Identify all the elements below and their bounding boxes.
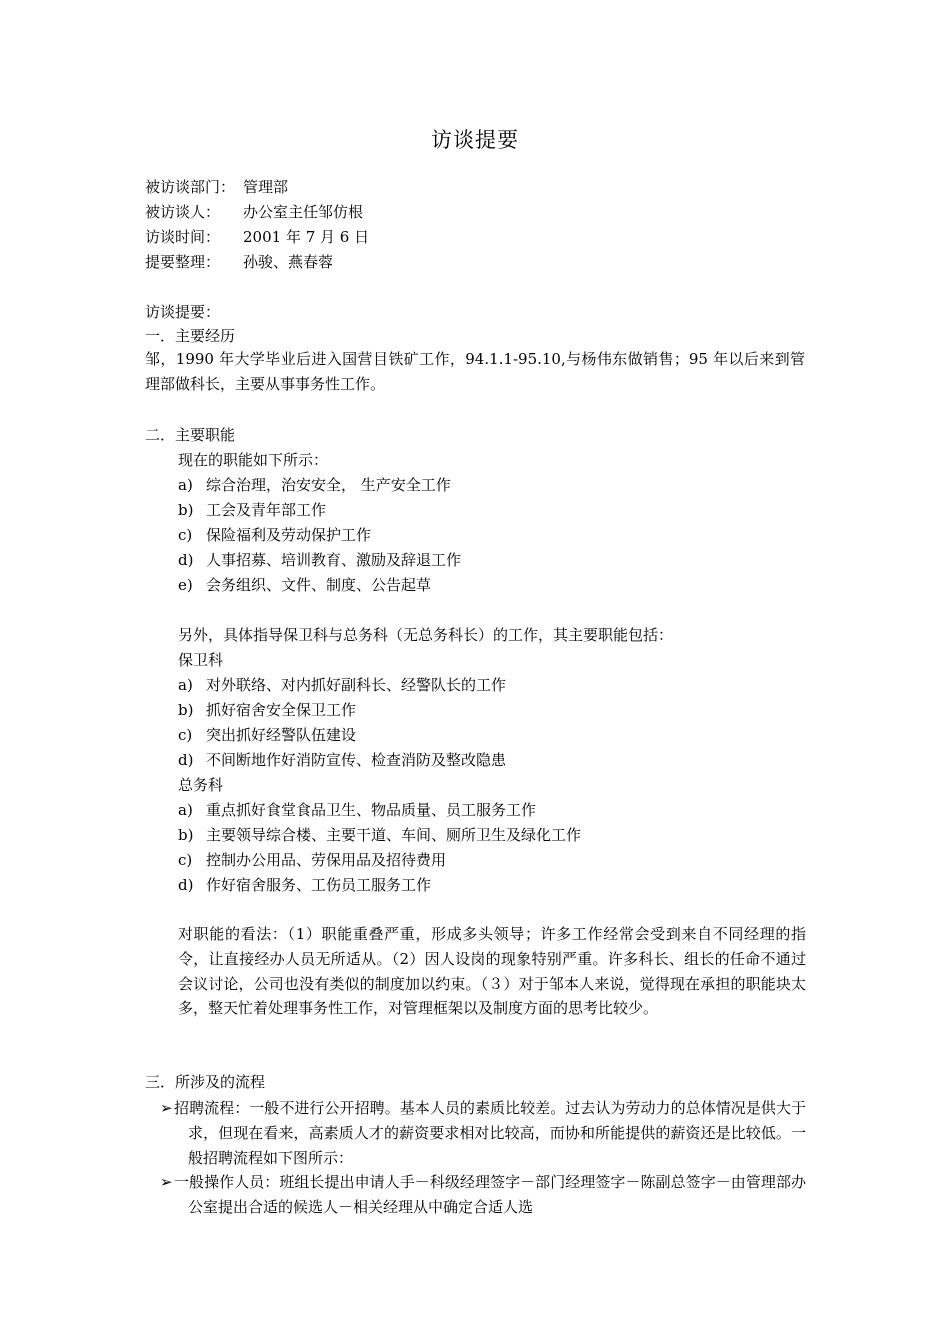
security-heading: 保卫科 (178, 651, 224, 669)
list-item (178, 850, 446, 870)
list-item (178, 550, 461, 570)
list-marker: a) (178, 476, 193, 494)
list-marker: a) (178, 676, 193, 694)
list-item (178, 750, 506, 770)
list-text: 突出抓好经警队伍建设 (206, 726, 357, 744)
list-text: 重点抓好食堂食品卫生、物品质量、员工服务工作 (206, 801, 537, 819)
list-marker: b) (178, 701, 194, 719)
meta-time-label: 访谈时间： (145, 228, 221, 246)
list-marker: e) (178, 576, 193, 594)
list-text: 综合治理，治安安全， 生产安全工作 (206, 476, 451, 494)
duties-intro: 现在的职能如下所示： (178, 451, 329, 469)
list-item (178, 800, 536, 820)
meta-department-value: 管理部 (243, 178, 289, 196)
list-text: 作好宿舍服务、工伤员工服务工作 (206, 876, 432, 894)
meta-interviewee-label: 被访谈人： (145, 203, 221, 221)
meta-interviewee (145, 202, 363, 222)
list-text: 不间断地作好消防宣传、检查消防及整改隐患 (206, 751, 507, 769)
functions-opinion: 对职能的看法：（1）职能重叠严重，形成多头领导；许多工作经常会受到来自不同经理的指令，让直接经办人员无所适从。（2）因人设岗的现象特别严重。许多科长、组长的任命不通过会议讨论，公司也没有类似的制度加以约束。（３）对于邹本人来说，觉得现在承担的职能块太多，整天忙着处理事务性工作，对管理框架以及制度方面的思考比较少。 (178, 925, 806, 1018)
list-item (178, 700, 356, 720)
list-text: 工会及青年部工作 (206, 501, 327, 519)
list-marker: b) (178, 826, 194, 844)
general-affairs-heading: 总务科 (178, 776, 224, 794)
section3-heading: 三．所涉及的流程 (145, 1073, 266, 1091)
arrow-bullet-icon: ➢ (160, 1099, 173, 1117)
list-text: 控制办公用品、劳保用品及招待费用 (206, 851, 447, 869)
summary-heading: 访谈提要： (145, 303, 221, 321)
list-marker: c) (178, 526, 193, 544)
meta-editor-value: 孙骏、燕春蓉 (243, 253, 334, 271)
list-item (178, 475, 451, 495)
list-marker: d) (178, 551, 194, 569)
list-item (178, 725, 356, 745)
list-marker: c) (178, 851, 193, 869)
list-marker: c) (178, 726, 193, 744)
list-item (178, 500, 326, 520)
recruit-bullet-text: 招聘流程：一般不进行公开招聘。基本人员的素质比较差。过去认为劳动力的总体情况是供大于求，但现在看来，高素质人才的薪资要求相对比较高，而协和所能提供的薪资还是比较低。一般招聘流程如下图所示： (174, 1099, 806, 1167)
meta-time-value: 2001 年 7 月 6 日 (243, 228, 370, 246)
meta-department (145, 177, 288, 197)
list-text: 人事招募、培训教育、激励及辞退工作 (206, 551, 462, 569)
list-text: 对外联络、对内抓好副科长、经警队长的工作 (206, 676, 507, 694)
list-item (178, 525, 371, 545)
list-text: 抓好宿舍安全保卫工作 (206, 701, 357, 719)
list-marker: b) (178, 501, 194, 519)
list-item (178, 575, 431, 595)
meta-time (145, 227, 369, 247)
list-item (178, 675, 506, 695)
list-item (178, 825, 581, 845)
list-text: 主要领导综合楼、主要干道、车间、厕所卫生及绿化工作 (206, 826, 582, 844)
section1-heading: 一．主要经历 (145, 327, 236, 345)
section2-heading: 二．主要职能 (145, 426, 236, 444)
list-marker: d) (178, 751, 194, 769)
section1-body: 邹，1990 年大学毕业后进入国营目铁矿工作，94.1.1-95.10,与杨伟东做销售；95 年以后来到管理部做科长，主要从事事务性工作。 (145, 350, 805, 393)
operator-bullet-text: 一般操作人员：班组长提出申请人手－科级经理签字－部门经理签字－陈副总签字－由管理部办公室提出合适的候选人－相关经理从中确定合适人选 (174, 1173, 806, 1216)
meta-editor (145, 252, 333, 272)
list-item (178, 875, 431, 895)
list-text: 保险福利及劳动保护工作 (206, 526, 372, 544)
list-marker: d) (178, 876, 194, 894)
list-marker: a) (178, 801, 193, 819)
list-text: 会务组织、文件、制度、公告起草 (206, 576, 432, 594)
page-title: 访谈提要 (431, 128, 519, 152)
meta-department-label: 被访谈部门： (145, 178, 236, 196)
meta-interviewee-value: 办公室主任邹仿根 (243, 203, 364, 221)
arrow-bullet-icon: ➢ (160, 1173, 173, 1191)
meta-editor-label: 提要整理： (145, 253, 221, 271)
extra-duties-intro: 另外，具体指导保卫科与总务科（无总务科长）的工作，其主要职能包括： (178, 626, 674, 644)
